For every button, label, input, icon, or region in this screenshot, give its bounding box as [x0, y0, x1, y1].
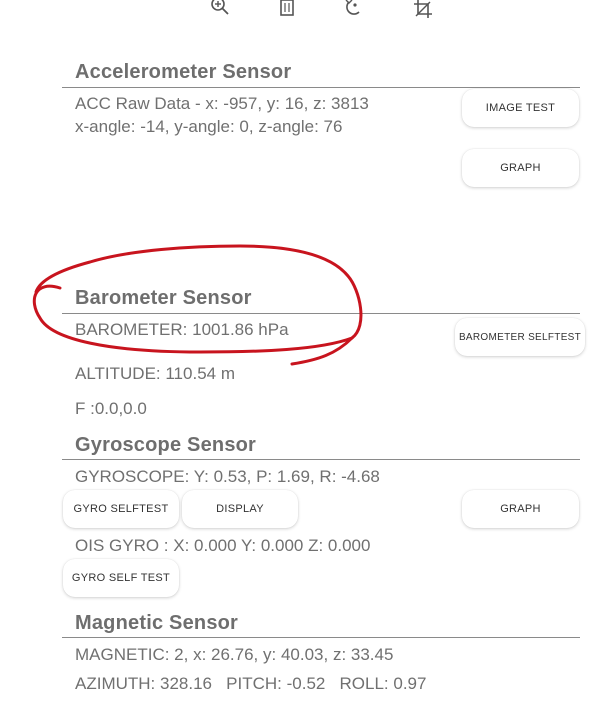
- crop-icon[interactable]: [412, 0, 436, 20]
- altitude-value: ALTITUDE: 110.54 m: [75, 364, 235, 383]
- gyro-selftest-button[interactable]: GYRO SELFTEST: [63, 490, 179, 528]
- magnetic-title: Magnetic Sensor: [75, 612, 239, 634]
- accelerometer-title: Accelerometer Sensor: [75, 61, 292, 83]
- barometer-value: BAROMETER: 1001.86 hPa: [75, 320, 289, 339]
- gyroscope-title: Gyroscope Sensor: [75, 434, 257, 456]
- accelerometer-graph-button[interactable]: GRAPH: [462, 149, 579, 187]
- gyroscope-value: GYROSCOPE: Y: 0.53, P: 1.69, R: -4.68: [75, 467, 380, 486]
- gyro-graph-button[interactable]: GRAPH: [462, 490, 579, 528]
- rotate-icon[interactable]: [344, 0, 368, 20]
- acc-raw-data: ACC Raw Data - x: -957, y: 16, z: 3813: [75, 94, 369, 113]
- barometer-title: Barometer Sensor: [75, 287, 252, 309]
- magnetic-divider: [62, 637, 580, 638]
- zoom-in-icon[interactable]: [208, 0, 232, 20]
- trash-icon[interactable]: [276, 0, 300, 20]
- gyroscope-divider: [62, 459, 580, 460]
- accelerometer-divider: [62, 87, 580, 88]
- gyro-self-test-button[interactable]: GYRO SELF TEST: [63, 559, 179, 597]
- image-test-button[interactable]: IMAGE TEST: [462, 89, 579, 127]
- barometer-selftest-button[interactable]: BAROMETER SELFTEST: [455, 318, 585, 356]
- f-value: F :0.0,0.0: [75, 399, 147, 418]
- gyro-display-button[interactable]: DISPLAY: [182, 490, 298, 528]
- acc-angles: x-angle: -14, y-angle: 0, z-angle: 76: [75, 117, 343, 136]
- barometer-divider: [62, 313, 580, 314]
- ois-gyro-value: OIS GYRO : X: 0.000 Y: 0.000 Z: 0.000: [75, 536, 371, 555]
- orientation-value: AZIMUTH: 328.16 PITCH: -0.52 ROLL: 0.97: [75, 674, 427, 693]
- magnetic-value: MAGNETIC: 2, x: 26.76, y: 40.03, z: 33.45: [75, 645, 394, 664]
